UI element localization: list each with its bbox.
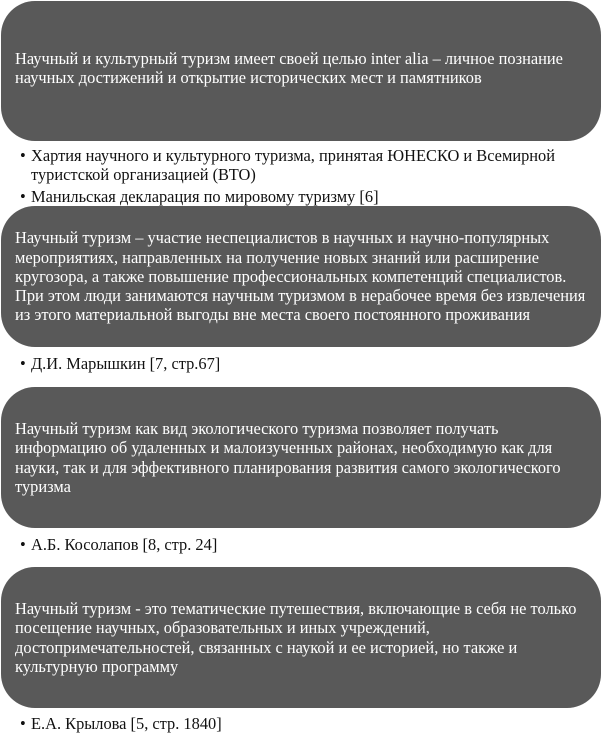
source-item: • А.Б. Косолапов [8, стр. 24] <box>20 535 590 554</box>
source-item: • Д.И. Марышкин [7, стр.67] <box>20 354 590 373</box>
source-list-2 <box>20 354 590 376</box>
source-item: • Хартия научного и культурного туризма, принятая ЮНЕСКО и Всемирной туристской организацией (ВТО) <box>20 146 590 184</box>
source-item: • Манильская декларация по мировому туризму [6] <box>20 187 590 206</box>
source-list-1 <box>20 146 590 209</box>
definition-box-1 <box>1 1 601 141</box>
definition-box-4 <box>1 567 601 708</box>
definition-text-4: Научный туризм - это тематические путешествия, включающие в себя не только посещение научных, образовательных и иных учреждений, достопримечательностей, связанных с наукой и ее историей, но также и культурную программу <box>15 598 577 676</box>
source-list-4 <box>20 714 590 736</box>
definition-text-2: Научный туризм – участие неспециалистов в научных и научно-популярных мероприятиях, направленных на получение новых знаний или расширение кругозора, а также повышение профессиональных компетенций специалистов. При этом люди занимаются научным туризмом в нерабочее время без извлечения из этого материальной выгоды вне места своего постоянного проживания <box>15 228 586 325</box>
definition-text-3: Научный туризм как вид экологического туризма позволяет получать информацию об удаленных и малоизученных районах, необходимую как для науки, так и для эффективного планирования развития самого экологического туризма <box>15 418 561 496</box>
source-item: • Е.А. Крылова [5, стр. 1840] <box>20 714 590 733</box>
definition-box-2 <box>1 206 601 347</box>
source-list-3 <box>20 535 590 557</box>
definition-text-1: Научный и культурный туризм имеет своей целью inter alia – личное познание научных достижений и открытие исторических мест и памятников <box>15 48 563 87</box>
definition-box-3 <box>1 387 601 528</box>
